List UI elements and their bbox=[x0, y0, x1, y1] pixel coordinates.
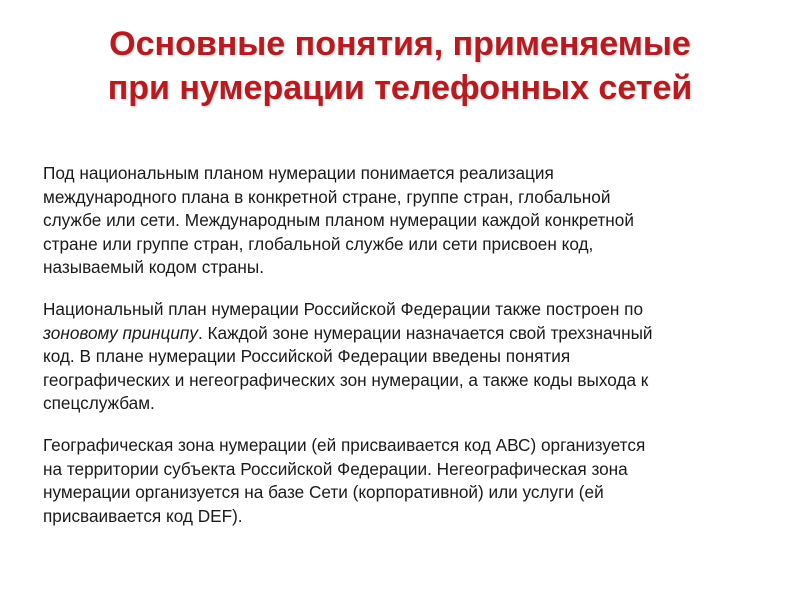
paragraph-line: называемый кодом страны. bbox=[43, 257, 264, 278]
paragraph-national-plan bbox=[43, 162, 763, 280]
paragraph-geographic-zone bbox=[43, 434, 763, 528]
paragraph-line: присваивается код DEF). bbox=[43, 505, 243, 526]
paragraph-line: на территории субъекта Российской Федерации. Негеографическая зона bbox=[43, 458, 628, 479]
paragraph-zone-principle bbox=[43, 298, 763, 416]
slide-title-line-2: при нумерации телефонных сетей bbox=[107, 69, 693, 107]
slide-title bbox=[20, 22, 780, 110]
paragraph-line: код. В плане нумерации Российской Федерации введены понятия bbox=[43, 346, 571, 367]
paragraph-line: Географическая зона нумерации (ей присваивается код АВС) организуется bbox=[43, 434, 646, 455]
slide-title-line-1: Основные понятия, применяемые bbox=[109, 25, 691, 63]
paragraph-line: спецслужбам. bbox=[43, 393, 155, 414]
paragraph-line: службе или сети. Международным планом нумерации каждой конкретной bbox=[43, 210, 634, 231]
paragraph-line-rest: . Каждой зоне нумерации назначается свой трехзначный bbox=[197, 322, 653, 343]
paragraph-line-mixed bbox=[43, 322, 763, 346]
slide-body bbox=[43, 162, 763, 546]
paragraph-line: нумерации организуется на базе Сети (корпоративной) или услуги (ей bbox=[43, 482, 604, 503]
paragraph-line: географических и негеографических зон нумерации, а также коды выхода к bbox=[43, 369, 649, 390]
paragraph-line: Национальный план нумерации Российской Федерации также построен по bbox=[43, 298, 644, 319]
paragraph-line: Под национальным планом нумерации понимается реализация bbox=[43, 163, 554, 183]
paragraph-line: международного плана в конкретной стране, группе стран, глобальной bbox=[43, 186, 611, 207]
zone-principle-emphasis: зоновому принципу bbox=[43, 322, 198, 343]
paragraph-line: стране или группе стран, глобальной службе или сети присвоен код, bbox=[43, 233, 594, 254]
